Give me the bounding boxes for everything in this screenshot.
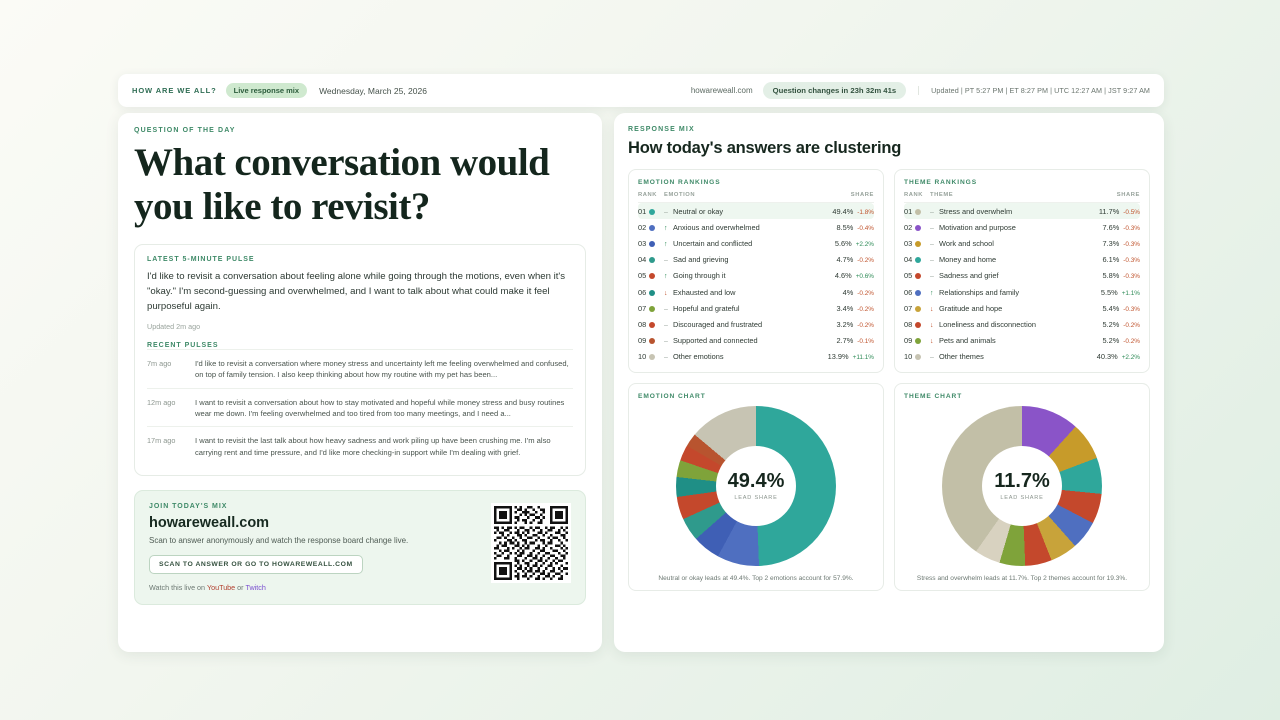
row-rank: 04 <box>904 252 930 268</box>
col-theme: THEME <box>930 192 1079 203</box>
category-color-dot <box>649 241 655 247</box>
table-row[interactable] <box>638 316 874 332</box>
row-label: – Discouraged and frustrated <box>664 319 763 329</box>
trend-icon: – <box>664 208 668 216</box>
category-color-dot <box>649 273 655 279</box>
qr-code <box>491 503 571 583</box>
row-delta: -0.3% <box>1123 240 1140 248</box>
site-domain-label: howareweall.com <box>690 86 753 95</box>
theme-donut-center <box>982 446 1062 526</box>
row-rank: 06 <box>904 284 930 300</box>
row-share: 13.9% +11.1% <box>827 352 874 362</box>
row-share: 8.5% -0.4% <box>836 222 874 232</box>
table-row[interactable] <box>904 333 1140 349</box>
row-delta: -0.2% <box>857 257 874 265</box>
pulse-text: I want to revisit the last talk about how heavy sadness and work piling up have been crushing me. I'm also carrying rent and time pressure, and I'd like more checking-in support while I'm dealing with grief. <box>195 436 551 457</box>
twitch-link[interactable]: Twitch <box>245 583 266 593</box>
theme-lead-share-value: 11.7% <box>994 470 1050 493</box>
row-delta: -0.3% <box>1123 305 1140 313</box>
row-share: 4.7% -0.2% <box>836 255 874 265</box>
row-rank: 05 <box>638 268 664 284</box>
emotion-chart-note: Neutral or okay leads at 49.4%. Top 2 emotions account for 57.9%. <box>658 574 854 582</box>
question-timer-badge: Question changes in 23h 32m 41s <box>763 82 906 99</box>
row-label: – Sad and grieving <box>664 255 729 265</box>
latest-pulse-body: I'd like to revisit a conversation about feeling alone while going through the motions, even when it's "okay." I'm second-guessing and overwhelmed, and I want to talk about what could make it feel purposeful again. <box>147 271 566 313</box>
row-rank: 02 <box>904 219 930 235</box>
row-delta: +2.2% <box>1121 354 1140 362</box>
category-color-dot <box>915 257 921 263</box>
category-color-dot <box>915 241 921 247</box>
table-row[interactable] <box>904 268 1140 284</box>
category-color-dot <box>915 338 921 344</box>
row-share: 40.3% +2.2% <box>1096 352 1140 362</box>
page-title: What conversation would you like to revisit? <box>134 141 550 228</box>
trend-icon: ↑ <box>664 240 668 248</box>
theme-chart-note: Stress and overwhelm leads at 11.7%. Top 2 themes account for 19.3%. <box>916 574 1128 582</box>
emotion-lead-share-value: 49.4% <box>727 470 785 493</box>
row-rank: 07 <box>904 300 930 316</box>
pulse-text: I'd like to revisit a conversation where money stress and uncertainty left me feeling overwhelmed and confused, on top of family tension. I also keep thinking about how my routine with my pet has been... <box>195 358 569 380</box>
emotion-donut <box>676 406 836 566</box>
table-row[interactable] <box>904 252 1140 268</box>
row-delta: -0.2% <box>857 321 874 329</box>
category-color-dot <box>649 209 655 215</box>
table-row[interactable] <box>904 284 1140 300</box>
trend-icon: – <box>664 305 668 313</box>
table-row[interactable] <box>638 219 874 235</box>
trend-icon: – <box>930 273 934 281</box>
recent-pulses-title: RECENT PULSES <box>147 341 219 349</box>
category-color-dot <box>649 354 655 360</box>
row-delta: -1.8% <box>857 208 874 216</box>
row-share: 3.4% -0.2% <box>836 303 874 313</box>
trend-icon: – <box>664 354 668 362</box>
row-delta: -0.4% <box>857 224 874 232</box>
row-share: 3.2% -0.2% <box>836 319 874 329</box>
theme-rankings-title: THEME RANKINGS <box>904 179 978 186</box>
emotion-chart-title: EMOTION CHART <box>638 392 706 400</box>
row-share: 4.6% +0.6% <box>834 271 874 281</box>
category-color-dot <box>649 257 655 263</box>
col-rank: RANK <box>904 192 930 203</box>
row-label: ↓ Loneliness and disconnection <box>930 319 1036 329</box>
row-label: – Stress and overwhelm <box>930 203 1079 220</box>
emotion-chart-card <box>628 383 884 592</box>
table-row[interactable] <box>904 219 1140 235</box>
row-share: 5.6% +2.2% <box>834 238 874 248</box>
category-color-dot <box>649 322 655 328</box>
list-item <box>147 388 573 427</box>
question-panel <box>118 113 602 652</box>
join-mix-card <box>134 490 586 605</box>
row-delta: -0.2% <box>1123 321 1140 329</box>
emotion-rankings-title: EMOTION RANKINGS <box>638 179 721 186</box>
row-rank: 10 <box>638 349 664 365</box>
join-subtitle: Scan to answer anonymously and watch the response board change live. <box>149 536 409 546</box>
category-color-dot <box>915 306 921 312</box>
row-share: 6.1% -0.3% <box>1102 255 1140 265</box>
row-delta: -0.3% <box>1123 257 1140 265</box>
row-share: 5.8% -0.3% <box>1102 271 1140 281</box>
trend-icon: – <box>664 338 668 346</box>
row-share: 5.2% -0.2% <box>1102 319 1140 329</box>
table-row[interactable] <box>904 349 1140 365</box>
category-color-dot <box>915 354 921 360</box>
current-date: Wednesday, March 25, 2026 <box>319 85 427 96</box>
row-rank: 09 <box>904 333 930 349</box>
pulse-time: 7m ago <box>147 358 172 368</box>
row-label: – Supported and connected <box>664 336 758 346</box>
row-label: ↓ Pets and animals <box>930 336 996 346</box>
row-share: 5.2% -0.2% <box>1102 336 1140 346</box>
table-row[interactable] <box>638 284 874 300</box>
category-color-dot <box>649 290 655 296</box>
trend-icon: ↓ <box>664 289 668 297</box>
col-share: SHARE <box>1079 192 1140 203</box>
latest-pulse-title: LATEST 5-MINUTE PULSE <box>147 256 255 264</box>
trend-icon: ↑ <box>664 273 668 281</box>
trend-icon: ↓ <box>930 321 934 329</box>
emotion-rankings-table <box>638 192 874 365</box>
category-color-dot <box>915 290 921 296</box>
response-mix-kicker: RESPONSE MIX <box>628 126 695 133</box>
table-row[interactable] <box>904 235 1140 251</box>
table-row[interactable] <box>904 300 1140 316</box>
trend-icon: – <box>930 208 934 216</box>
row-delta: -0.2% <box>857 305 874 313</box>
table-row[interactable] <box>638 300 874 316</box>
trend-icon: – <box>930 240 934 248</box>
ranking-tables <box>628 169 1150 373</box>
table-row[interactable] <box>904 316 1140 332</box>
category-color-dot <box>915 273 921 279</box>
theme-chart-title: THEME CHART <box>904 392 963 400</box>
watch-or: or <box>235 583 246 593</box>
row-rank: 03 <box>638 235 664 251</box>
col-emotion: EMOTION <box>664 192 807 203</box>
table-row[interactable] <box>638 349 874 365</box>
row-rank: 04 <box>638 252 664 268</box>
trend-icon: ↓ <box>930 338 934 346</box>
row-delta: -0.5% <box>1123 208 1140 216</box>
category-color-dot <box>649 306 655 312</box>
row-delta: +11.1% <box>852 354 874 362</box>
youtube-link[interactable]: YouTube <box>206 583 236 593</box>
response-mix-title: How today's answers are clustering <box>628 139 902 157</box>
row-delta: -0.2% <box>1123 338 1140 346</box>
row-label: – Other themes <box>930 352 984 362</box>
table-row[interactable] <box>638 268 874 284</box>
row-rank: 05 <box>904 268 930 284</box>
row-share: 7.3% -0.3% <box>1102 238 1140 248</box>
emotion-lead-share-label: LEAD SHARE <box>734 495 778 502</box>
trend-icon: – <box>664 321 668 329</box>
latest-pulse-updated: Updated 2m ago <box>147 321 201 331</box>
row-rank: 08 <box>904 316 930 332</box>
join-kicker: JOIN TODAY'S MIX <box>149 503 228 511</box>
row-rank: 02 <box>638 219 664 235</box>
row-share: 7.6% -0.3% <box>1102 222 1140 232</box>
category-color-dot <box>915 209 921 215</box>
list-item <box>147 426 573 465</box>
trend-icon: ↑ <box>664 224 668 232</box>
theme-lead-share-label: LEAD SHARE <box>1000 495 1044 502</box>
updated-timestamps: Updated | PT 5:27 PM | ET 8:27 PM | UTC 12:27 AM | JST 9:27 AM <box>918 86 1150 95</box>
pulse-text: I want to revisit a conversation about how to stay motivated and hopeful while money stress and busy routines wear me down. I'm feeling overwhelmed and too tired from too many meetings, and I need a... <box>195 397 565 419</box>
donut-charts <box>628 383 1150 592</box>
row-delta: -0.3% <box>1123 273 1140 281</box>
category-color-dot <box>915 322 921 328</box>
row-rank: 10 <box>904 349 930 365</box>
trend-icon: – <box>664 257 668 265</box>
latest-pulse-card <box>134 244 586 476</box>
row-label: – Sadness and grief <box>930 271 999 281</box>
row-label: – Money and home <box>930 255 997 265</box>
question-kicker: QUESTION OF THE DAY <box>134 127 236 134</box>
row-share: 11.7% -0.5% <box>1079 203 1140 220</box>
response-mix-panel <box>614 113 1164 652</box>
dashboard-stage <box>118 74 1164 652</box>
table-row[interactable] <box>638 252 874 268</box>
row-rank: 07 <box>638 300 664 316</box>
row-share: 5.5% +1.1% <box>1100 287 1140 297</box>
top-bar <box>118 74 1164 107</box>
row-delta: +1.1% <box>1121 289 1140 297</box>
row-rank: 06 <box>638 284 664 300</box>
scan-to-answer-button[interactable]: SCAN TO ANSWER OR GO TO HOWAREWEALL.COM <box>149 555 363 574</box>
row-label: ↓ Gratitude and hope <box>930 303 1003 313</box>
category-color-dot <box>915 225 921 231</box>
watch-prefix: Watch this live on <box>149 583 207 593</box>
trend-icon: ↑ <box>930 289 934 297</box>
row-label: – Neutral or okay <box>664 203 807 220</box>
brand-label: HOW ARE WE ALL? <box>132 86 217 95</box>
theme-rankings-table <box>904 192 1140 365</box>
watch-live-note <box>149 583 479 592</box>
row-delta: +0.6% <box>855 273 874 281</box>
row-label: – Other emotions <box>664 352 724 362</box>
row-rank: 09 <box>638 333 664 349</box>
table-row[interactable] <box>638 235 874 251</box>
row-delta: -0.2% <box>857 289 874 297</box>
table-row[interactable] <box>904 203 1140 220</box>
row-share: 4% -0.2% <box>842 287 874 297</box>
table-row[interactable] <box>638 333 874 349</box>
theme-donut <box>942 406 1102 566</box>
pulse-time: 12m ago <box>147 397 176 407</box>
pulse-time: 17m ago <box>147 436 176 446</box>
row-delta: +2.2% <box>855 240 874 248</box>
row-delta: -0.3% <box>1123 224 1140 232</box>
col-rank: RANK <box>638 192 664 203</box>
row-rank: 01 <box>638 203 664 220</box>
row-label: ↓ Exhausted and low <box>664 287 736 297</box>
row-share: 5.4% -0.3% <box>1102 303 1140 313</box>
row-rank: 03 <box>904 235 930 251</box>
row-label: – Motivation and purpose <box>930 222 1016 232</box>
trend-icon: ↓ <box>930 305 934 313</box>
row-label: ↑ Relationships and family <box>930 287 1020 297</box>
category-color-dot <box>649 225 655 231</box>
join-domain: howareweall.com <box>149 515 270 532</box>
trend-icon: – <box>930 354 934 362</box>
trend-icon: – <box>930 224 934 232</box>
row-share: 2.7% -0.1% <box>836 336 874 346</box>
category-color-dot <box>649 338 655 344</box>
row-label: ↑ Uncertain and conflicted <box>664 238 753 248</box>
row-delta: -0.1% <box>857 338 874 346</box>
row-label: ↑ Going through it <box>664 271 726 281</box>
theme-rankings-card <box>894 169 1150 373</box>
list-item <box>147 349 573 388</box>
col-share: SHARE <box>807 192 874 203</box>
row-label: ↑ Anxious and overwhelmed <box>664 222 760 232</box>
theme-chart-card <box>894 383 1150 592</box>
emotion-rankings-card <box>628 169 884 373</box>
row-rank: 08 <box>638 316 664 332</box>
row-share: 49.4% -1.8% <box>807 203 874 220</box>
trend-icon: – <box>930 257 934 265</box>
live-status-badge: Live response mix <box>226 83 307 98</box>
emotion-donut-center <box>716 446 796 526</box>
table-row[interactable] <box>638 203 874 220</box>
row-label: – Work and school <box>930 238 994 248</box>
row-rank: 01 <box>904 203 930 220</box>
row-label: – Hopeful and grateful <box>664 303 740 313</box>
